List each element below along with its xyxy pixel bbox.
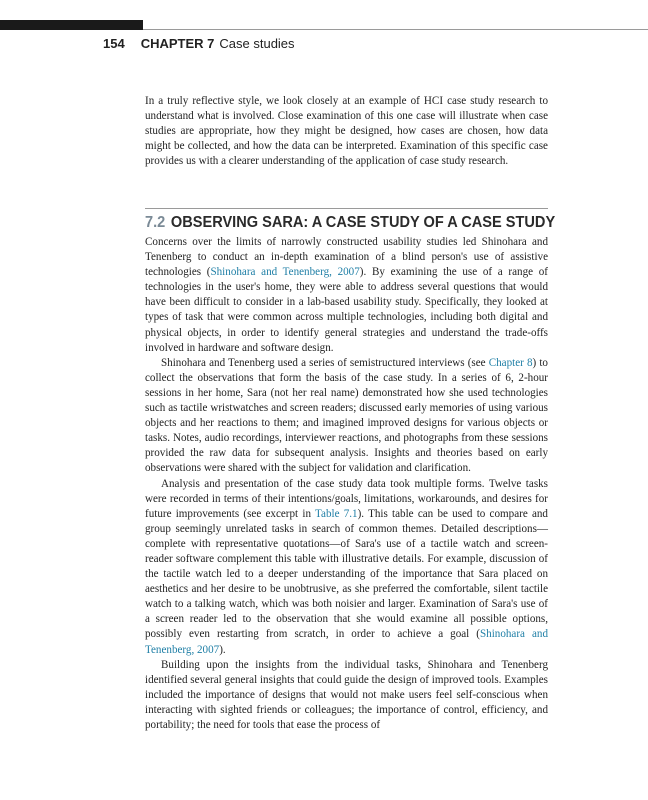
- paragraph-text: ) to collect the observations that form the basis of the case study. In a series of 6, 2-hour sessions in her home, Sara (not her real name) demonstrated how she used technologies such as tactile wristwatches and screen readers; discussed early memories of using various objects and her reactions to them; and imagined improved designs for various objects or tasks. Notes, audio recordings, interviewer reactions, and photographs from these sessions provided the raw data for subsequent analysis. Insights and theories based on early observations were shared with the subject for validation and clarification.: [145, 356, 548, 475]
- paragraph-text: ). By examining the use of a range of technologies in the user's home, they were able to address several questions that would have been difficult to consider in a lab-based usability study. Specifically, they looked at types of task that were common across multiple technologies, including both digital and physical objects, in order to identify general strategies and understand the trade-offs involved in hardware and software design.: [145, 266, 548, 354]
- header-rule: [143, 29, 648, 30]
- page-number: 154: [103, 36, 125, 51]
- paragraph-text: Concerns over the limits of narrowly constructed usability studies led Shinohara and Tenenberg to conduct an in-depth examination of a blind person's use of assistive technologies (: [145, 236, 548, 279]
- section-title: OBSERVING SARA: A CASE STUDY OF A CASE STUDY: [170, 214, 556, 231]
- chapter-label: CHAPTER 7: [140, 36, 215, 51]
- citation-link[interactable]: Shinohara and Tenenberg, 2007: [210, 266, 360, 279]
- section-heading: [145, 213, 555, 232]
- paragraph-text: ).: [219, 643, 226, 656]
- paragraph-text: Building upon the insights from the individual tasks, Shinohara and Tenenberg identified several general insights that could guide the design of improved tools. Examples included the importance of designs that would not make users feel self-conscious when interacting with sighted friends or colleagues; the importance of control, efficiency, and portability; the need for tools that ease the process of: [145, 658, 548, 731]
- paragraph-text: Analysis and presentation of the case study data took multiple forms. Twelve tasks were recorded in terms of their intentions/goals, limitations, workarounds, and desires for future improvements (see excerpt in: [145, 477, 548, 520]
- intro-block: [145, 94, 548, 169]
- intro-paragraph: In a truly reflective style, we look closely at an example of HCI case study research to understand what is involved. Close examination of this one case will illustrate when case studies are appropriate, how they might be designed, how cases are chosen, how data might be collected, and how the data can be interpreted. Examination of this specific case provides us with a clearer understanding of the application of case study research.: [145, 95, 548, 168]
- chapter-link[interactable]: Chapter 8: [488, 356, 533, 369]
- section-number: 7.2: [145, 214, 166, 231]
- section-rule: [145, 208, 548, 209]
- paragraph-text: Shinohara and Tenenberg used a series of semistructured interviews (see: [161, 356, 489, 369]
- table-link[interactable]: Table 7.1: [315, 507, 358, 520]
- section-body: [145, 235, 548, 733]
- paragraph-4: [145, 658, 548, 733]
- running-head: [103, 36, 295, 52]
- paragraph-text: ). This table can be used to compare and group seemingly unrelated tasks in search of common themes. Detailed descriptions—complete with representative quotations—of Sara's use of a tactile watch and screen-reader software complement this table with illustrative details. For example, discussion of the tactile watch led to a deeper understanding of the importance that Sara placed on aesthetics and her desire to be unobtrusive, as she preferred the comfortable, silent tactile watch to a talking watch, which was both noisier and larger. Examination of Sara's use of a screen reader led to the observation that she would examine all possible options, possibly even restarting from scratch, in order to achieve a goal (: [145, 507, 548, 641]
- paragraph-1: [145, 235, 548, 356]
- paragraph-2: [145, 356, 548, 477]
- header-bar: [0, 20, 143, 30]
- citation-link[interactable]: Shinohara and Tenenberg, 2007: [145, 628, 548, 656]
- paragraph-3: [145, 477, 548, 658]
- chapter-title: Case studies: [219, 36, 295, 51]
